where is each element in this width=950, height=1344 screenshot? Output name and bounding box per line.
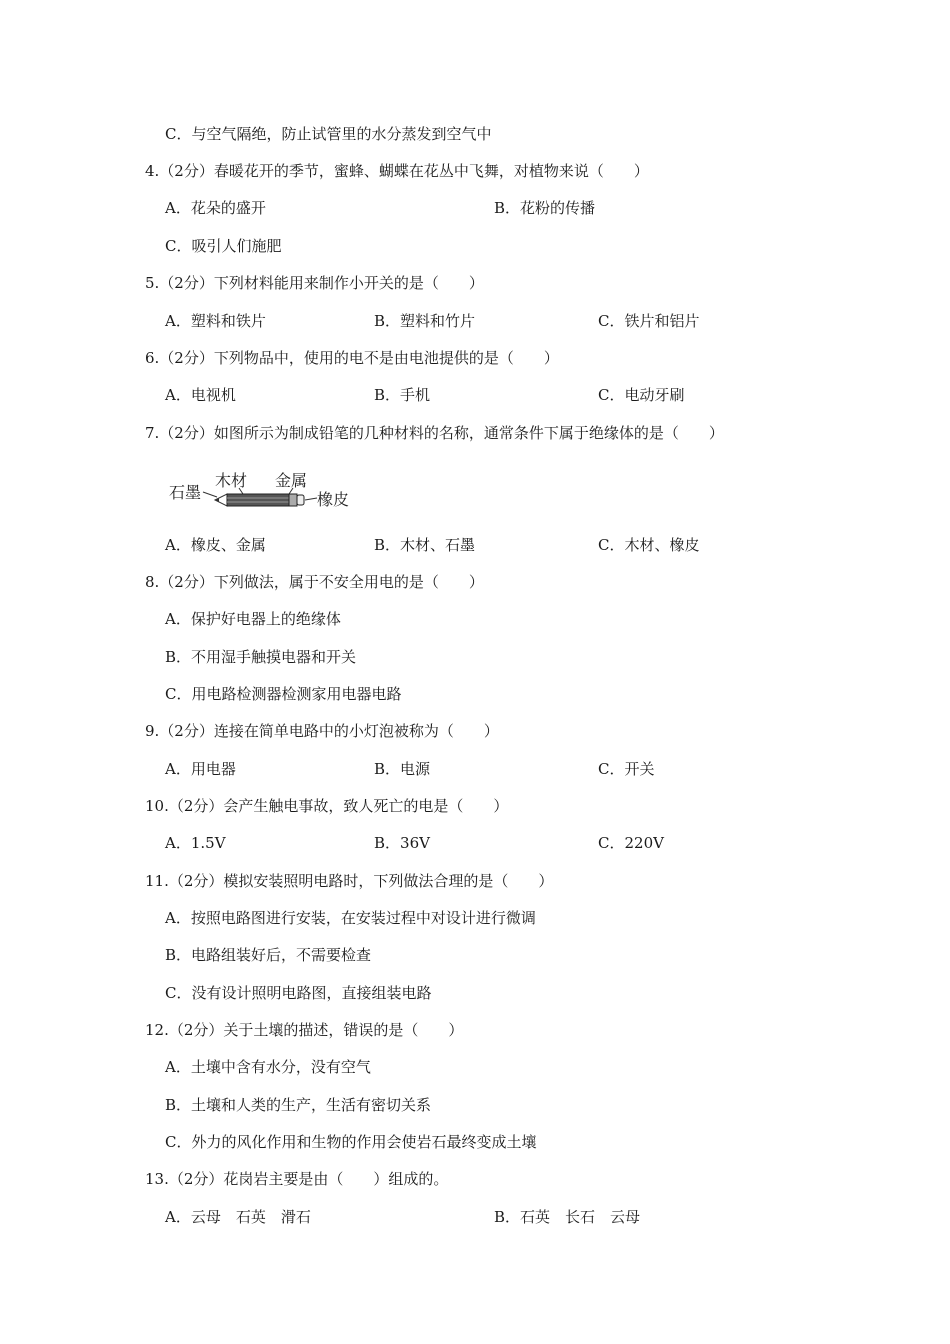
q6-stem: 6.（2分）下列物品中，使用的电不是由电池提供的是（ ）	[145, 349, 559, 367]
q10-option-c: C．220V	[598, 834, 664, 852]
q7-option-c: C．木材、橡皮	[598, 536, 700, 554]
pencil-drawing	[165, 470, 365, 512]
q11-option-c: C．没有设计照明电路图，直接组装电路	[165, 984, 432, 1002]
q13-option-b: B．石英 长石 云母	[494, 1208, 641, 1226]
q4-option-b: B．花粉的传播	[494, 199, 596, 217]
figure-label-metal: 金属	[275, 471, 308, 490]
q11-option-b: B．电路组装好后，不需要检查	[165, 946, 372, 964]
q10-stem: 10.（2分）会产生触电事故，致人死亡的电是（ ）	[145, 797, 509, 815]
q9-stem: 9.（2分）连接在简单电路中的小灯泡被称为（ ）	[145, 722, 499, 740]
q6-option-c: C．电动牙刷	[598, 386, 685, 404]
q13-stem: 13.（2分）花岗岩主要是由（ ）组成的。	[145, 1170, 449, 1188]
pencil-materials-figure	[165, 470, 365, 512]
q9-option-b: B．电源	[374, 760, 431, 778]
figure-label-eraser: 橡皮	[317, 490, 350, 509]
q12-option-c: C．外力的风化作用和生物的作用会使岩石最终变成土壤	[165, 1133, 537, 1151]
figure-label-graphite: 石墨	[169, 483, 202, 502]
q3-option-c: C．与空气隔绝，防止试管里的水分蒸发到空气中	[165, 125, 492, 143]
q5-option-c: C．铁片和铝片	[598, 312, 700, 330]
q9-option-c: C．开关	[598, 760, 655, 778]
q11-stem: 11.（2分）模拟安装照明电路时，下列做法合理的是（ ）	[145, 872, 554, 890]
q7-option-b: B．木材、石墨	[374, 536, 476, 554]
q6-option-a: A．电视机	[165, 386, 236, 404]
q7-option-a: A．橡皮、金属	[165, 536, 266, 554]
q4-stem: 4.（2分）春暖花开的季节，蜜蜂、蝴蝶在花丛中飞舞，对植物来说（ ）	[145, 162, 649, 180]
q9-option-a: A．用电器	[165, 760, 236, 778]
q13-option-a: A．云母 石英 滑石	[165, 1208, 311, 1226]
figure-label-wood: 木材	[215, 471, 248, 490]
q5-option-b: B．塑料和竹片	[374, 312, 476, 330]
q5-stem: 5.（2分）下列材料能用来制作小开关的是（ ）	[145, 274, 484, 292]
q6-option-b: B．手机	[374, 386, 431, 404]
q12-option-b: B．土壤和人类的生产，生活有密切关系	[165, 1096, 432, 1114]
q7-stem: 7.（2分）如图所示为制成铅笔的几种材料的名称，通常条件下属于绝缘体的是（ ）	[145, 424, 724, 442]
q8-option-a: A．保护好电器上的绝缘体	[165, 610, 341, 628]
q12-option-a: A．土壤中含有水分，没有空气	[165, 1058, 371, 1076]
q11-option-a: A．按照电路图进行安装，在安装过程中对设计进行微调	[165, 909, 536, 927]
q5-option-a: A．塑料和铁片	[165, 312, 266, 330]
q8-option-b: B．不用湿手触摸电器和开关	[165, 648, 357, 666]
q10-option-a: A．1.5V	[165, 834, 226, 852]
q10-option-b: B．36V	[374, 834, 430, 852]
q12-stem: 12.（2分）关于土壤的描述，错误的是（ ）	[145, 1021, 464, 1039]
q8-option-c: C．用电路检测器检测家用电器电路	[165, 685, 402, 703]
q4-option-c: C．吸引人们施肥	[165, 237, 282, 255]
q4-option-a: A．花朵的盛开	[165, 199, 266, 217]
q8-stem: 8.（2分）下列做法，属于不安全用电的是（ ）	[145, 573, 484, 591]
